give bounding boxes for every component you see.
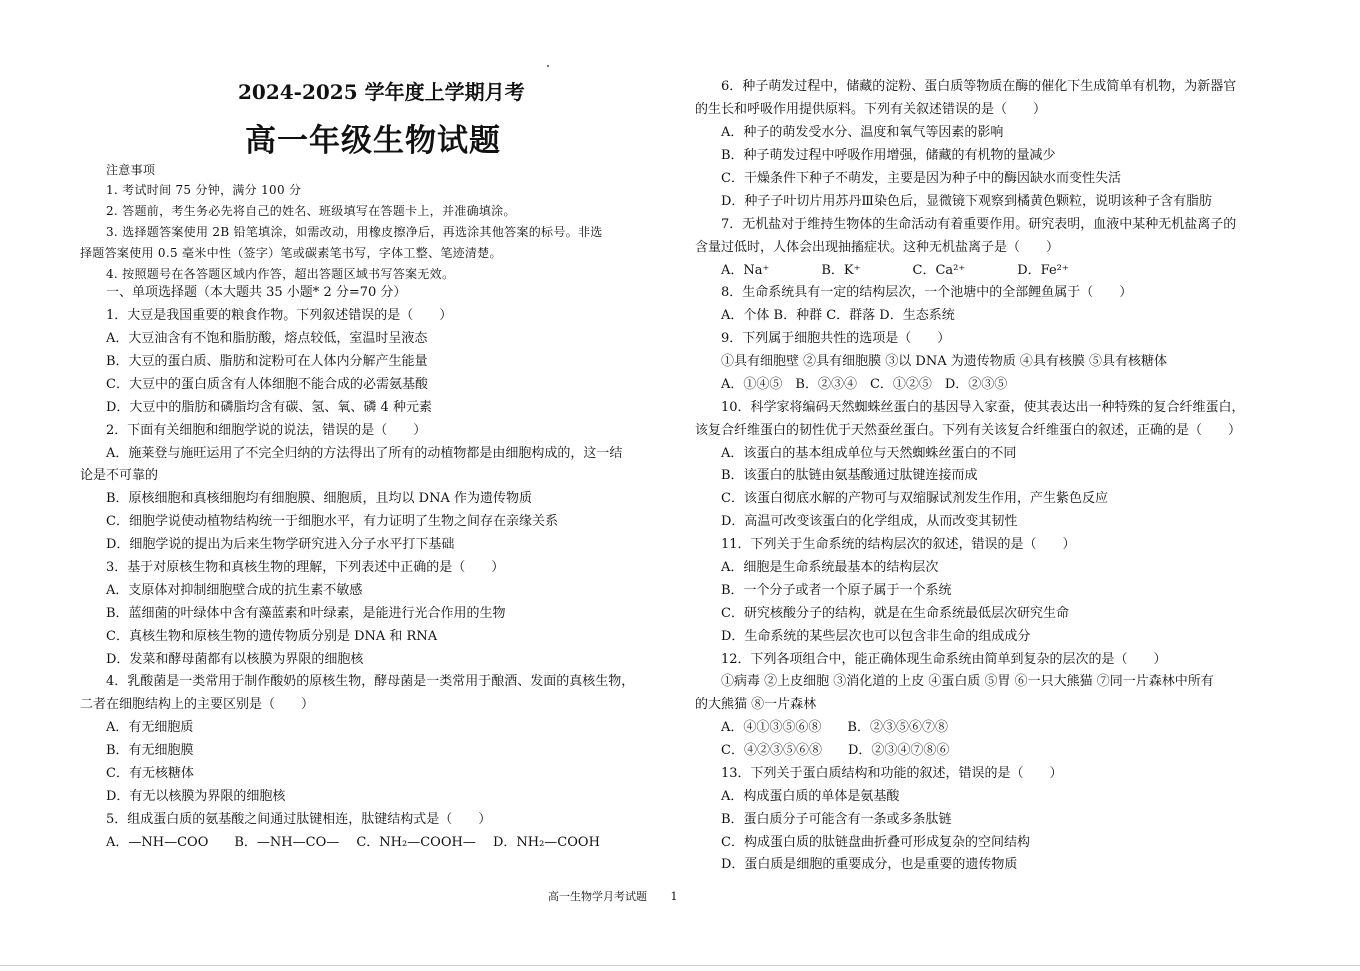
notes-item: 1. 考试时间 75 分钟，满分 100 分 — [106, 183, 302, 197]
answer-options-row: A．①④⑤ B．②③④ C．①②⑤ D．②③⑤ — [721, 377, 1008, 392]
answer-option: B．蓝细菌的叶绿体中含有藻蓝素和叶绿素，是能进行光合作用的生物 — [106, 606, 506, 621]
answer-option: D．有无以核膜为界限的细胞核 — [106, 789, 286, 804]
question-stem-continued: 该复合纤维蛋白的韧性优于天然蚕丝蛋白。下列有关该复合纤维蛋白的叙述，正确的是（ ） — [695, 423, 1242, 438]
answer-option: A．该蛋白的基本组成单位与天然蜘蛛丝蛋白的不同 — [721, 446, 1017, 461]
answer-option: C．构成蛋白质的肽链盘曲折叠可形成复杂的空间结构 — [721, 835, 1030, 850]
exam-title: 高一年级生物试题 — [245, 123, 501, 159]
notes-item: 择题答案使用 0.5 毫米中性（签字）笔或碳素笔书写，字体工整、笔迹清楚。 — [80, 246, 502, 260]
question-stem: 12．下列各项组合中，能正确体现生命系统由简单到复杂的层次的是（ ） — [721, 652, 1167, 667]
answer-option: D．大豆中的脂肪和磷脂均含有碳、氢、氧、磷 4 种元素 — [106, 400, 432, 415]
answer-option: A．支原体对抑制细胞壁合成的抗生素不敏感 — [106, 583, 363, 598]
question-stem: 2．下面有关细胞和细胞学说的说法，错误的是（ ） — [106, 423, 427, 438]
question-statements: ①具有细胞壁 ②具有细胞膜 ③以 DNA 为遗传物质 ④具有核膜 ⑤具有核糖体 — [721, 354, 1167, 369]
question-stem: 10．科学家将编码天然蜘蛛丝蛋白的基因导入家蚕，使其表达出一种特殊的复合纤维蛋白， — [721, 400, 1245, 415]
question-statements: ①病毒 ②上皮细胞 ③消化道的上皮 ④蛋白质 ⑤胃 ⑥一只大熊猫 ⑦同一片森林中所有 — [721, 674, 1214, 689]
answer-option: C．该蛋白彻底水解的产物可与双缩脲试剂发生作用，产生紫色反应 — [721, 491, 1108, 506]
notes-item: 3. 选择题答案使用 2B 铅笔填涂，如需改动，用橡皮擦净后，再选涂其他答案的标号。非选 — [106, 225, 603, 239]
answer-option: B．该蛋白的肽链由氨基酸通过肽键连接而成 — [721, 468, 978, 483]
notes-heading: 注意事项 — [106, 163, 156, 177]
answer-options-row: A．—NH—COO B．—NH—CO— C．NH₂—COOH— D．NH₂—COOH — [106, 835, 600, 850]
answer-options-row: A．④①③⑤⑥⑧ B．②③⑤⑥⑦⑧ — [721, 720, 948, 735]
question-stem: 7．无机盐对于维持生物体的生命活动有着重要作用。研究表明，血液中某种无机盐离子的 — [721, 217, 1237, 232]
answer-options-row: C．④②③⑤⑥⑧ D．②③④⑦⑧⑥ — [721, 743, 950, 758]
answer-option: D．细胞学说的提出为后来生物学研究进入分子水平打下基础 — [106, 537, 455, 552]
answer-option: D．生命系统的某些层次也可以包含非生命的组成成分 — [721, 629, 1031, 644]
notes-item: 2. 答题前，考生务必先将自己的姓名、班级填写在答题卡上，并准确填涂。 — [106, 204, 516, 218]
exam-subtitle: 2024-2025 学年度上学期月考 — [238, 80, 525, 104]
question-stem: 4．乳酸菌是一类常用于制作酸奶的原核生物，酵母菌是一类常用于酿酒、发面的真核生物， — [106, 674, 635, 689]
question-stem: 1．大豆是我国重要的粮食作物。下列叙述错误的是（ ） — [106, 308, 453, 323]
question-stem: 5．组成蛋白质的氨基酸之间通过肽键相连，肽键结构式是（ ） — [106, 812, 492, 827]
answer-option: C．有无核糖体 — [106, 766, 194, 781]
question-stem: 13．下列关于蛋白质结构和功能的叙述，错误的是（ ） — [721, 766, 1063, 781]
answer-option: B．一个分子或者一个原子属于一个系统 — [721, 583, 952, 598]
answer-option: C．研究核酸分子的结构，就是在生命系统最低层次研究生命 — [721, 606, 1069, 621]
answer-option: A．种子的萌发受水分、温度和氧气等因素的影响 — [721, 125, 1004, 140]
question-statements-continued: 的大熊猫 ⑧一片森林 — [695, 697, 817, 712]
footer-text: 高一生物学月考试题 — [548, 890, 647, 903]
question-stem: 6．种子萌发过程中，储藏的淀粉、蛋白质等物质在酶的催化下生成简单有机物，为新器官 — [721, 79, 1237, 94]
answer-option: B．有无细胞膜 — [106, 743, 194, 758]
answer-option: A．构成蛋白质的单体是氨基酸 — [721, 789, 900, 804]
question-stem: 8．生命系统具有一定的结构层次，一个池塘中的全部鲤鱼属于（ ） — [721, 285, 1133, 300]
answer-option-continued: 论是不可靠的 — [80, 468, 159, 483]
answer-option: A．施莱登与施旺运用了不完全归纳的方法得出了所有的动植物都是由细胞构成的，这一结 — [106, 446, 623, 461]
answer-option: D．蛋白质是细胞的重要成分，也是重要的遗传物质 — [721, 857, 1018, 872]
question-stem: 11．下列关于生命系统的结构层次的叙述，错误的是（ ） — [721, 537, 1076, 552]
answer-option: C．干燥条件下种子不萌发，主要是因为种子中的酶因缺水而变性失活 — [721, 171, 1121, 186]
question-stem-continued: 的生长和呼吸作用提供原料。下列有关叙述错误的是（ ） — [695, 102, 1047, 117]
question-stem-continued: 二者在细胞结构上的主要区别是（ ） — [80, 697, 315, 712]
answer-option: B．蛋白质分子可能含有一条或多条肽链 — [721, 812, 952, 827]
answer-option: A．大豆油含有不饱和脂肪酸，熔点较低，室温时呈液态 — [106, 331, 428, 346]
question-stem: 3．基于对原核生物和真核生物的理解，下列表述中正确的是（ ） — [106, 560, 505, 575]
answer-option: B．大豆的蛋白质、脂肪和淀粉可在人体内分解产生能量 — [106, 354, 428, 369]
answer-option: C．细胞学说使动植物结构统一于细胞水平，有力证明了生物之间存在亲缘关系 — [106, 514, 558, 529]
bottom-divider — [0, 965, 1360, 966]
question-stem-continued: 含量过低时，人体会出现抽搐症状。这种无机盐离子是（ ） — [695, 240, 1060, 255]
answer-options-row: A．个体 B．种群 C．群落 D．生态系统 — [721, 308, 955, 323]
answer-option: B．种子萌发过程中呼吸作用增强，储藏的有机物的量减少 — [721, 148, 1056, 163]
answer-option: C．大豆中的蛋白质含有人体细胞不能合成的必需氨基酸 — [106, 377, 428, 392]
answer-option: C．真核生物和原核生物的遗传物质分别是 DNA 和 RNA — [106, 629, 438, 644]
answer-option: D．发菜和酵母菌都有以核膜为界限的细胞核 — [106, 652, 364, 667]
section-heading: 一、单项选择题（本大题共 35 小题* 2 分=70 分） — [106, 285, 407, 300]
answer-option: B．原核细胞和真核细胞均有细胞膜、细胞质，且均以 DNA 作为遗传物质 — [106, 491, 533, 506]
notes-item: 4. 按照题号在各答题区域内作答，超出答题区域书写答案无效。 — [106, 267, 455, 281]
answer-option: A．有无细胞质 — [106, 720, 194, 735]
answer-option: D．高温可改变该蛋白的化学组成，从而改变其韧性 — [721, 514, 1018, 529]
page-footer — [548, 888, 678, 904]
page-number: 1 — [670, 890, 678, 903]
answer-options-row: A．Na⁺ B．K⁺ C．Ca²⁺ D．Fe²⁺ — [721, 263, 1069, 278]
stray-dot — [547, 65, 549, 67]
answer-option: A．细胞是生命系统最基本的结构层次 — [721, 560, 939, 575]
answer-option: D．种子子叶切片用苏丹Ⅲ染色后，显微镜下观察到橘黄色颗粒，说明该种子含有脂肪 — [721, 194, 1212, 209]
question-stem: 9．下列属于细胞共性的选项是（ ） — [721, 331, 951, 346]
